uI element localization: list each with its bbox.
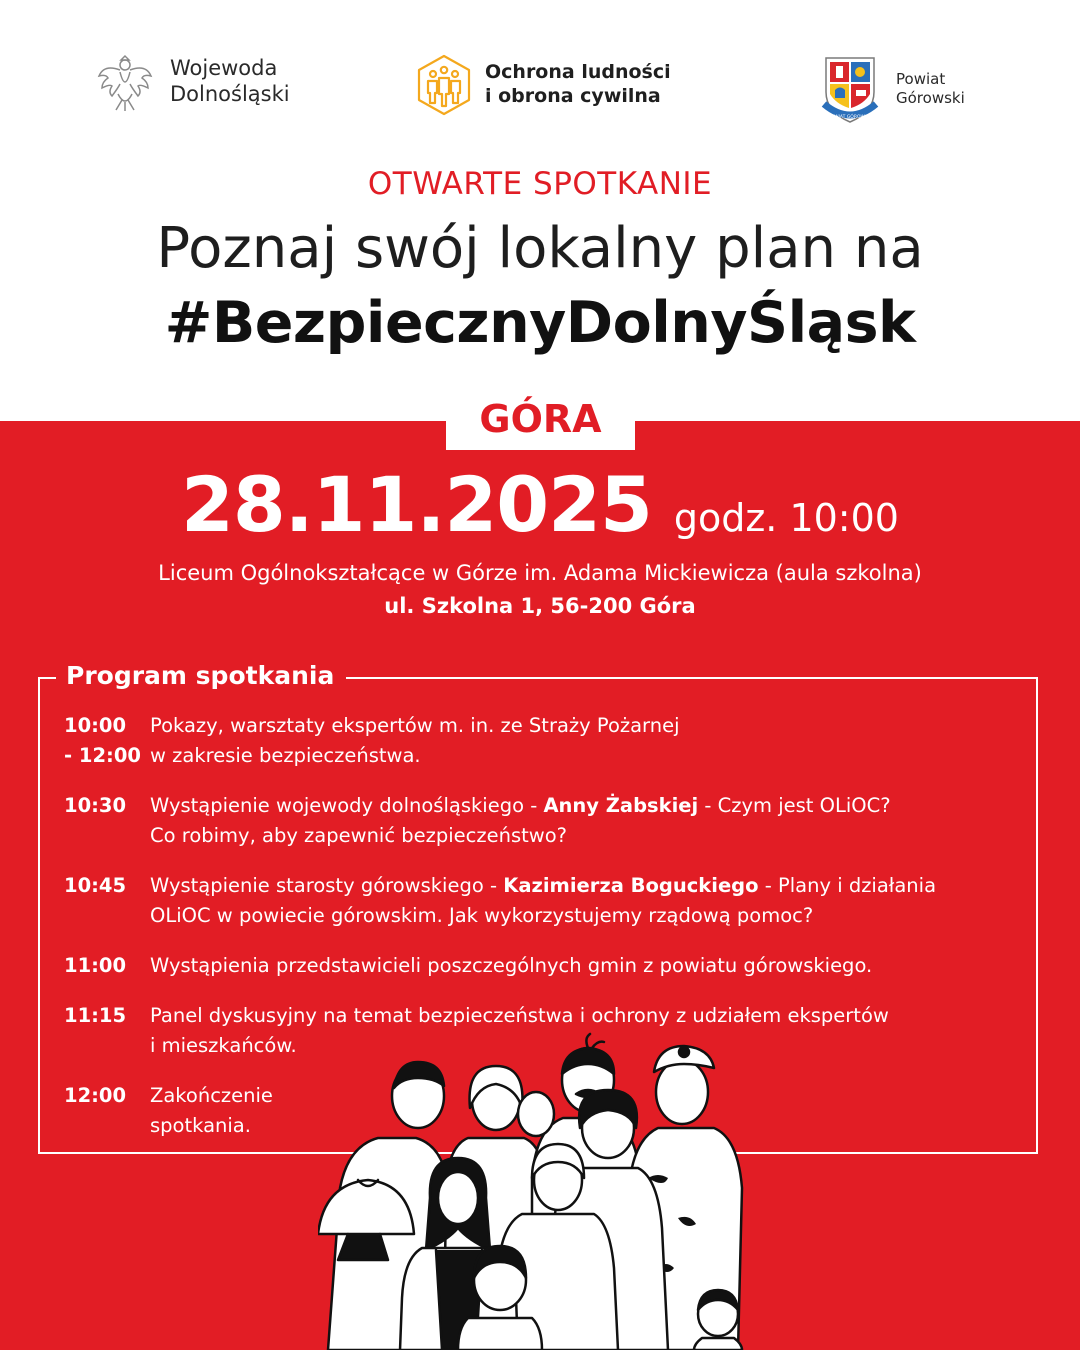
powiat-line2: Górowski bbox=[896, 89, 965, 107]
title-hashtag: #BezpiecznyDolnyŚląsk bbox=[164, 290, 916, 356]
olioc-line1: Ochrona ludności bbox=[485, 61, 671, 84]
program-item-time: 11:15 bbox=[64, 1004, 127, 1027]
event-date: 28.11.2025 bbox=[181, 460, 652, 549]
program-item-time: 12:00 bbox=[64, 1084, 127, 1107]
description-text: Wystąpienie wojewody dolnośląskiego - bbox=[150, 794, 544, 817]
description-line1: Wystąpienia przedstawicieli poszczególnych gmin z powiatu górowskiego. bbox=[150, 954, 873, 977]
title-line1: Poznaj swój lokalny plan na bbox=[156, 216, 924, 281]
description-text: - Czym jest OLiOC? bbox=[698, 794, 891, 817]
wojewoda-line2: Dolnośląski bbox=[170, 82, 290, 106]
event-venue: Liceum Ogólnokształcące w Górze im. Adama Mickiewicza (aula szkolna) bbox=[158, 561, 922, 585]
event-kicker: OTWARTE SPOTKANIE bbox=[367, 166, 713, 202]
crest-motto-text: POWIAT GÓROWSKI bbox=[827, 115, 873, 120]
event-time: godz. 10:00 bbox=[673, 496, 899, 540]
community-people-illustration bbox=[318, 1028, 758, 1350]
powiat-logo bbox=[818, 52, 965, 126]
speaker-name: Anny Żabskiej bbox=[543, 794, 699, 817]
powiat-coat-of-arms-icon bbox=[818, 52, 882, 126]
program-item-time: 10:45 bbox=[64, 874, 127, 897]
description-line2: Co robimy, aby zapewnić bezpieczeństwo? bbox=[150, 824, 568, 847]
program-title: Program spotkania bbox=[56, 661, 346, 690]
wojewoda-line1: Wojewoda bbox=[170, 55, 278, 80]
description-line1: Pokazy, warsztaty ekspertów m. in. ze Straży Pożarnej bbox=[150, 714, 680, 737]
description-line1: Zakończenie bbox=[150, 1084, 273, 1107]
polish-eagle-emblem-icon bbox=[96, 50, 154, 112]
program-item-time: 10:30 bbox=[64, 794, 127, 817]
program-item-time bbox=[64, 711, 148, 771]
date-time-row bbox=[0, 460, 1080, 549]
program-item-description bbox=[150, 711, 1020, 771]
description-line1: Panel dyskusyjny na temat bezpieczeństwa i ochrony z udziałem ekspertów bbox=[150, 1004, 889, 1027]
speaker-name: Kazimierza Boguckiego bbox=[503, 874, 759, 897]
description-line2: spotkania. bbox=[150, 1114, 251, 1137]
city-label: GÓRA bbox=[446, 392, 635, 450]
program-item-description bbox=[150, 791, 1020, 851]
description-text: Wystąpienie starosty górowskiego - bbox=[150, 874, 504, 897]
olioc-logo bbox=[417, 54, 671, 116]
program-item-description bbox=[150, 871, 1020, 931]
olioc-people-logo-icon bbox=[417, 54, 471, 116]
program-item-time: 11:00 bbox=[64, 954, 127, 977]
time-end: - 12:00 bbox=[64, 744, 141, 767]
olioc-line2: i obrona cywilna bbox=[485, 85, 661, 107]
description-text: - Plany i działania bbox=[758, 874, 937, 897]
time-start: 10:00 bbox=[64, 714, 127, 737]
description-line1 bbox=[150, 871, 1020, 901]
description-line1 bbox=[150, 791, 1020, 821]
wojewoda-logo bbox=[96, 50, 290, 112]
description-line2: OLiOC w powiecie górowskim. Jak wykorzystujemy rządową pomoc? bbox=[150, 904, 814, 927]
description-line2: w zakresie bezpieczeństwa. bbox=[150, 744, 421, 767]
powiat-line1: Powiat bbox=[896, 70, 946, 89]
program-item-description bbox=[150, 951, 1020, 981]
description-line2: i mieszkańców. bbox=[150, 1034, 297, 1057]
event-address: ul. Szkolna 1, 56-200 Góra bbox=[384, 594, 696, 618]
